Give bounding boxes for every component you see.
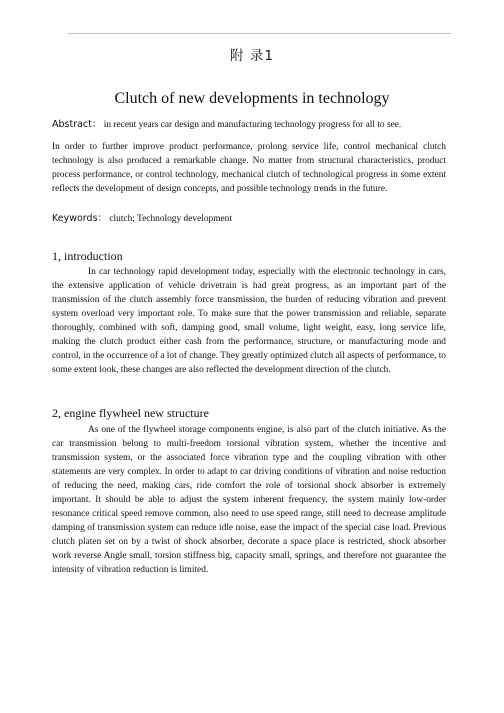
keywords-label: Keywords： (52, 213, 108, 224)
section-text-1: In car technology rapid development today, especially with the electronic technology in cars, the extensive application of vehicle drivetrain is had great progress, as an important part of the transmission of the clutch assembly force transmission, the burden of reducing vibration and prevent system overload very important role. To make sure that the power transmission and reliable, separate thoroughly, combined with soft, damping good, small volume, light weight, easy, long service life, making the clutch product either cash from the performance, structure, or manufacturing mode and control, in the occurrence of a lot of change. They greatly optimized clutch all aspects of performance, to some extent look, these changes are also reflected the development direction of the clutch. (52, 267, 446, 375)
abstract-text: in recent years car design and manufacturing technology progress for all to see. (103, 120, 402, 130)
section-body-1 (52, 265, 446, 377)
intro-paragraph (52, 140, 446, 196)
section-body-2 (52, 423, 446, 577)
appendix-title: 附 录1 (230, 48, 274, 64)
keywords (52, 212, 446, 226)
paper-title: Clutch of new developments in technology (114, 90, 390, 107)
section-heading-1: 1, introduction (52, 249, 123, 263)
abstract (52, 118, 446, 132)
abstract-label: Abstract： (52, 119, 102, 130)
keywords-text: clutch; Technology development (109, 214, 232, 224)
intro-text: In order to further improve product performance, prolong service life, control mechanical clutch technology is also produced a remarkable change. No matter from structural characteristics, product process performance, or control technology, mechanical clutch of technological progress in some extent reflects the development of design concepts, and possible technology trends in the future. (52, 142, 446, 194)
section-heading-2: 2, engine flywheel new structure (52, 406, 209, 420)
section-text-2: As one of the flywheel storage components engine, is also part of the clutch initiative. As the car transmission belong to multi-freedom torsional vibration system, whether the incentive and transmission system, or the associated force vibration type and the coupling vibration with other statements are very complex. In order to adapt to car driving conditions of vibration and noise reduction of reducing the need, making cars, ride comfort the role of torsional shock absorber is extremely important. It should be able to adjust the system inherent frequency, the system mainly low-order resonance critical speed remove common, also need to use speed range, still need to decrease amplitude damping of transmission system can reduce idle noise, ease the impact of the special case load. Previous clutch platen set on by a twist of shock absorber, decorate a space place is restricted, shock absorber work reverse Angle small, torsion stiffness big, capacity small, springs, and therefore not guarantee the intensity of vibration reduction is limited. (52, 425, 446, 575)
header-rule (68, 33, 451, 34)
